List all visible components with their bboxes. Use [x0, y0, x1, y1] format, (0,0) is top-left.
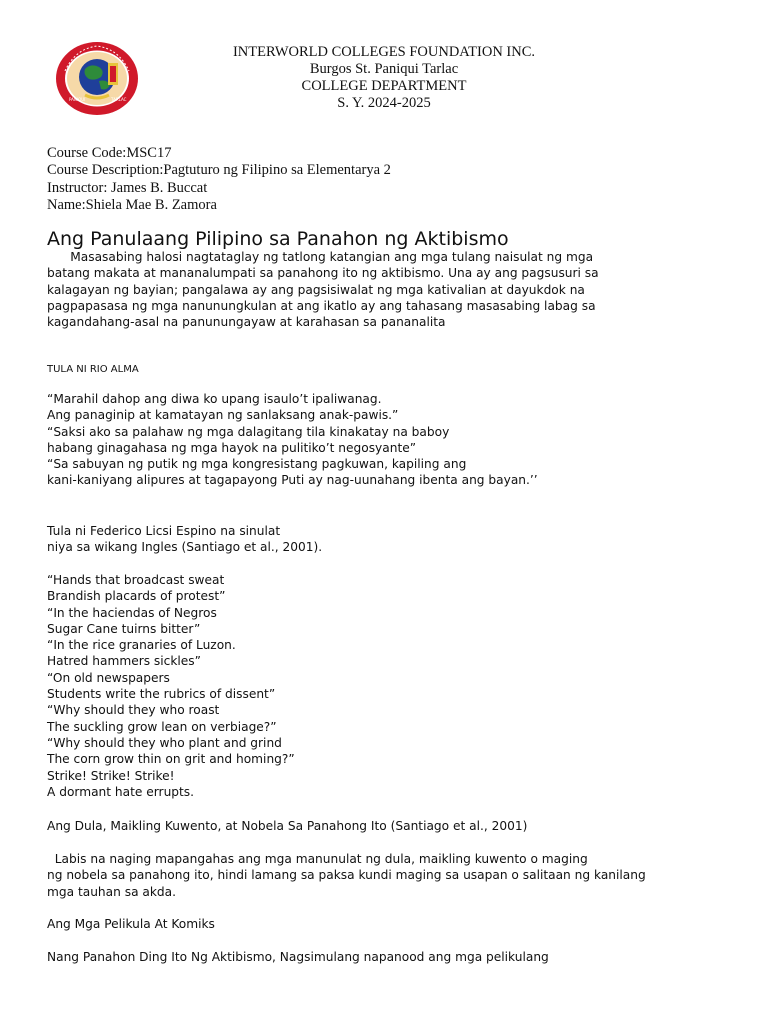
college-seal-logo [55, 41, 139, 116]
logo-right-text: TARLAC [111, 97, 127, 102]
institution-name: INTERWORLD COLLEGES FOUNDATION INC. [232, 44, 536, 60]
poem-line: The corn grow thin on grit and homing?” [47, 752, 295, 767]
intro-paragraph [47, 249, 599, 330]
institution-address: Burgos St. Paniqui Tarlac [309, 61, 459, 77]
intro-line: pagpapasasa ng mga nanunungkulan at ang ikatlo ay ang tahasang masasabing labag sa [47, 298, 596, 313]
poem-line: The suckling grow lean on verbiage?” [47, 719, 277, 734]
intro-line: Masasabing halosi nagtataglay ng tatlong katangian ang mga tulang naisulat ng mga [47, 250, 594, 264]
school-year: S. Y. 2024-2025 [337, 95, 431, 111]
student-name: Name:Shiela Mae B. Zamora [47, 197, 217, 214]
poem-line: kani-kaniyang alipures at tagapayong Puti ay nag-uunahang ibenta ang bayan.’’ [47, 473, 538, 488]
intro-line: kalagayan ng bayian; pangalawa ay ang pagsisiwalat ng mga kativalian at dayukdok na [47, 282, 585, 297]
poem-line: “Sa sabuyan ng putik ng mga kongresistang pagkuwan, kapiling ang [47, 457, 467, 472]
department-name: COLLEGE DEPARTMENT [301, 78, 467, 94]
institution-header [180, 44, 588, 112]
instructor: Instructor: James B. Buccat [47, 179, 208, 196]
section-heading-dula: Ang Dula, Maikling Kuwento, at Nobela Sa Panahong Ito (Santiago et al., 2001) [47, 819, 528, 833]
poem-line: Sugar Cane tuirns bitter” [47, 621, 201, 636]
poem-line: Brandish placards of protest” [47, 589, 226, 604]
document-title: Ang Panulaang Pilipino sa Panahon ng Aktibismo [47, 228, 509, 250]
paragraph-line: ng nobela sa panahong ito, hindi lamang sa paksa kundi maging sa usapan o salitaan ng kanilang [47, 868, 646, 883]
section-intro-espino [47, 523, 322, 556]
logo-left-text: PANIQUI [69, 97, 86, 102]
section-heading-pelikula: Ang Mga Pelikula At Komiks [47, 917, 215, 931]
intro-line: kagandahang-asal na panunungayaw at karahasan sa pananalita [47, 315, 446, 330]
poem-line: Strike! Strike! Strike! [47, 768, 175, 783]
course-info [47, 145, 391, 215]
poem-line: “Marahil dahop ang diwa ko upang isaulo’t ipaliwanag. [47, 392, 382, 406]
section-paragraph-pelikula: Nang Panahon Ding Ito Ng Aktibismo, Nagsimulang napanood ang mga pelikulang [47, 950, 549, 964]
section-intro-line: niya sa wikang Ingles (Santiago et al., 2001). [47, 540, 323, 555]
poem-rio-alma [47, 391, 538, 489]
paragraph-line: mga tauhan sa akda. [47, 884, 177, 899]
poem-line: “In the haciendas of Negros [47, 605, 217, 620]
course-description: Course Description:Pagtuturo ng Filipino sa Elementarya 2 [47, 162, 391, 179]
section-heading-rio-alma: TULA NI RIO ALMA [47, 364, 139, 375]
poem-line: Hatred hammers sickles” [47, 654, 201, 669]
poem-line: A dormant hate errupts. [47, 784, 195, 799]
poem-line: “In the rice granaries of Luzon. [47, 638, 236, 653]
course-code: Course Code:MSC17 [47, 145, 172, 161]
poem-espino [47, 572, 295, 800]
poem-line: “Hands that broadcast sweat [47, 573, 225, 587]
poem-line: “Why should they who plant and grind [47, 735, 282, 750]
intro-line: batang makata at mananalumpati sa panahong ito ng aktibismo. Una ay ang pagsusuri sa [47, 266, 599, 281]
section-intro-line: Tula ni Federico Licsi Espino na sinulat [47, 524, 281, 538]
paragraph-line: Labis na naging mapangahas ang mga manunulat ng dula, maikling kuwento o maging [47, 852, 588, 866]
poem-line: “On old newspapers [47, 670, 170, 685]
poem-line: “Why should they who roast [47, 703, 220, 718]
section-paragraph-dula [47, 851, 646, 900]
poem-line: “Saksi ako sa palahaw ng mga dalagitang tila kinakatay na baboy [47, 424, 450, 439]
poem-line: habang ginagahasa ng mga hayok na pulitiko’t negosyante” [47, 440, 417, 455]
poem-line: Students write the rubrics of dissent” [47, 687, 276, 702]
poem-line: Ang panaginip at kamatayan ng sanlaksang anak-pawis.” [47, 408, 399, 423]
